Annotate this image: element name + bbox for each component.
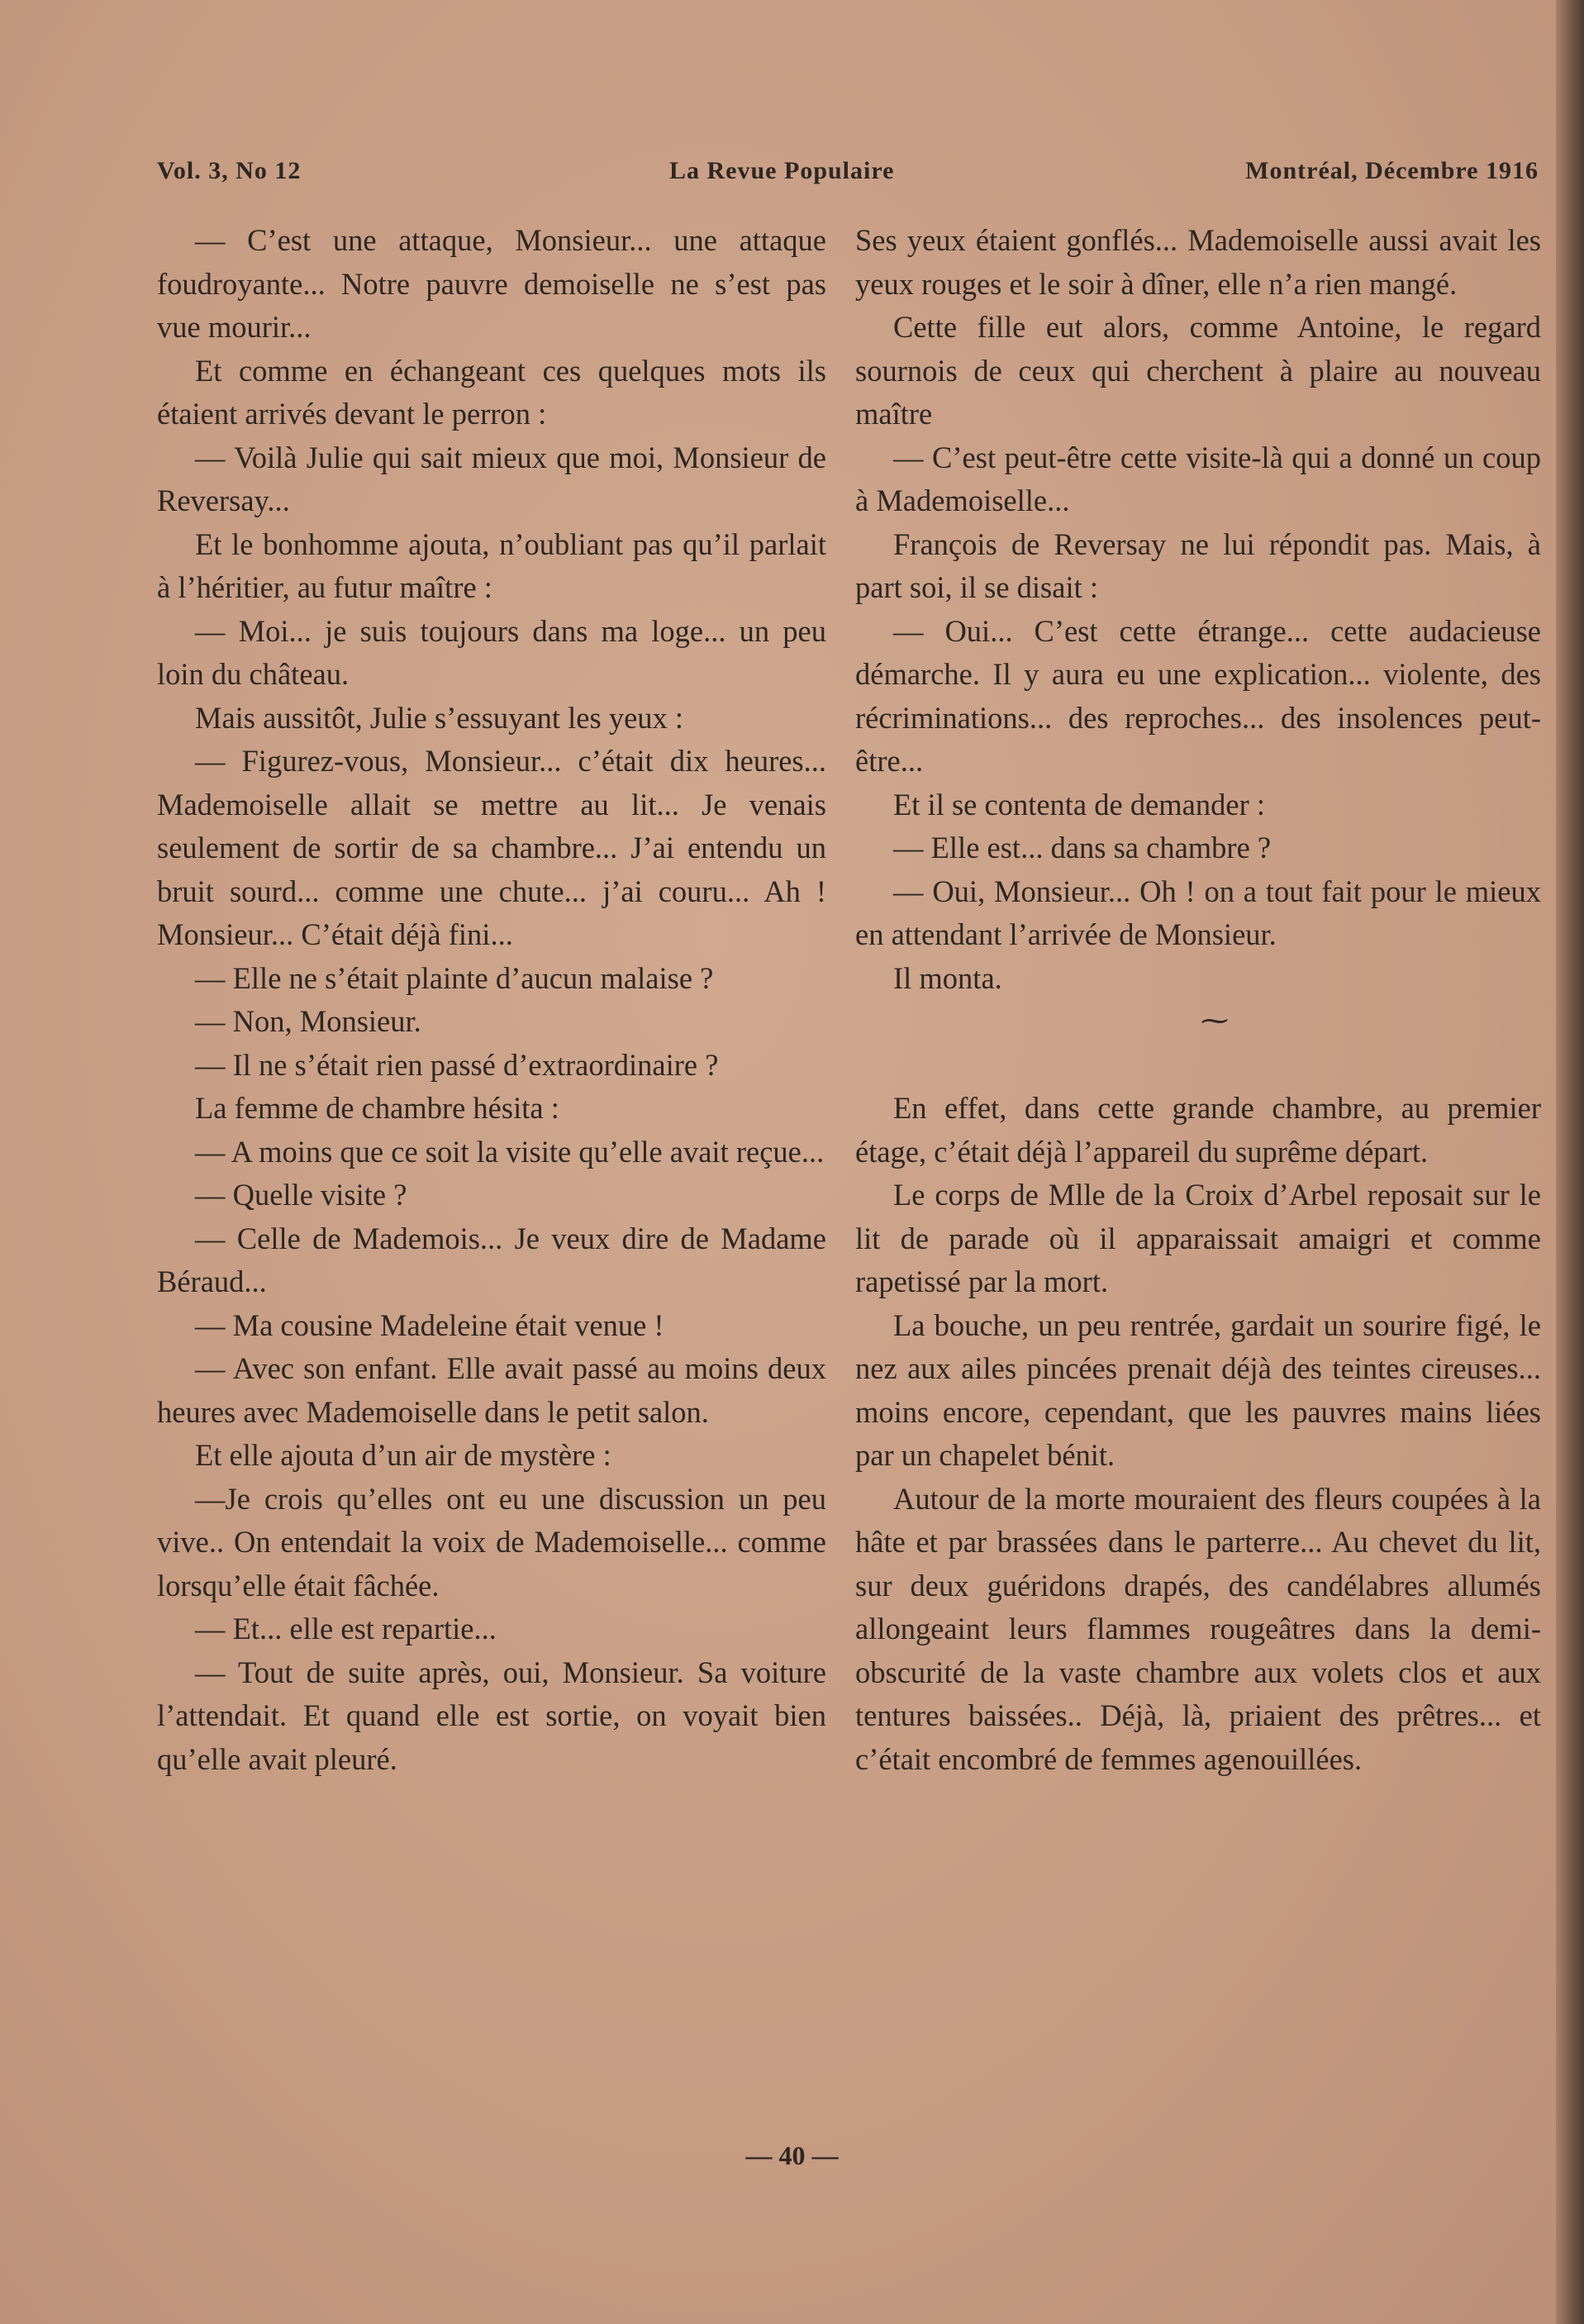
paragraph: — Quelle visite ? xyxy=(195,1178,407,1212)
section-break-space xyxy=(855,1044,1541,1088)
paragraph: François de Reversay ne lui répondit pas. Mais, à part soi, il se disait : xyxy=(855,526,1541,604)
paragraph: — C’est une attaque, Monsieur... une attaque foudroyante... Notre pauvre demoiselle ne s’est pas vue mourir... xyxy=(157,223,826,344)
paragraph: — Elle ne s’était plainte d’aucun malaise ? xyxy=(195,960,714,995)
paragraph: — Celle de Mademois... Je veux dire de Madame Béraud... xyxy=(157,1221,826,1298)
paragraph: — A moins que ce soit la visite qu’elle avait reçue... xyxy=(195,1134,825,1169)
paragraph: La femme de chambre hésita : xyxy=(195,1091,559,1125)
paragraph: — Figurez-vous, Monsieur... c’était dix heures... Mademoiselle allait se mettre au lit... Je venais seulement de sortir de sa chambre... J’ai entendu un bruit sourd... comme une chute... j’ai couru... Ah ! Monsieur... C’était déjà fini... xyxy=(157,744,826,951)
paragraph: Ses yeux étaient gonflés... Mademoiselle aussi avait les yeux rouges et le soir à dîner, elle n’a rien mangé. xyxy=(855,223,1541,301)
paragraph: — Moi... je suis toujours dans ma loge... un peu loin du château. xyxy=(157,613,826,691)
magazine-title: La Revue Populaire xyxy=(669,157,895,184)
paragraph: Et le bonhomme ajouta, n’oubliant pas qu’il parlait à l’héritier, au futur maître : xyxy=(157,526,826,604)
paragraph: —Je crois qu’elles ont eu une discussion un peu vive.. On entendait la voix de Mademoiselle... comme lorsqu’elle était fâchée. xyxy=(157,1481,826,1603)
paragraph: — C’est peut-être cette visite-là qui a donné un coup à Mademoiselle... xyxy=(855,440,1541,517)
paragraph: La bouche, un peu rentrée, gardait un sourire figé, le nez aux ailes pincées prenait déjà des teintes cireuses... moins encore, cependant, que les pauvres mains liées par un chapelet bénit. xyxy=(855,1307,1541,1472)
left-column xyxy=(157,219,826,1781)
paragraph: Autour de la morte mouraient des fleurs coupées à la hâte et par brassées dans le parterre... Au chevet du lit, sur deux guéridons drapés, des candélabres allumés allongeaint leurs flammes rougeâtres dans la demi-obscurité de la vaste chambre aux volets clos et aux tentures baissées.. Déjà, là, priaient des prêtres... et c’était encombré de femmes agenouillées. xyxy=(855,1481,1541,1776)
paragraph: En effet, dans cette grande chambre, au premier étage, c’était déjà l’appareil du suprême départ. xyxy=(855,1091,1541,1169)
paragraph: Et comme en échangeant ces quelques mots ils étaient arrivés devant le perron : xyxy=(157,353,826,431)
volume-number: Vol. 3, No 12 xyxy=(157,157,302,184)
paragraph: Et il se contenta de demander : xyxy=(893,787,1265,821)
paragraph: — Tout de suite après, oui, Monsieur. Sa voiture l’attendait. Et quand elle est sortie, on voyait bien qu’elle avait pleuré. xyxy=(157,1655,826,1776)
page-binding-edge xyxy=(1556,0,1584,2324)
paragraph: — Et... elle est repartie... xyxy=(195,1612,497,1645)
paragraph: — Elle est... dans sa chambre ? xyxy=(893,831,1272,864)
paragraph: — Avec son enfant. Elle avait passé au moins deux heures avec Mademoiselle dans le petit salon. xyxy=(157,1351,826,1429)
paragraph: Et elle ajouta d’un air de mystère : xyxy=(195,1438,611,1472)
paragraph: — Il ne s’était rien passé d’extraordinaire ? xyxy=(195,1047,719,1082)
place-date: Montréal, Décembre 1916 xyxy=(1245,157,1539,184)
section-ornament: ⁓ xyxy=(1201,1006,1229,1036)
paragraph: Mais aussitôt, Julie s’essuyant les yeux : xyxy=(195,700,684,735)
paragraph: — Non, Monsieur. xyxy=(195,1004,421,1038)
paragraph: — Voilà Julie qui sait mieux que moi, Monsieur de Reversay... xyxy=(157,440,826,517)
running-header xyxy=(157,157,1539,190)
paragraph: — Ma cousine Madeleine était venue ! xyxy=(195,1307,664,1342)
right-column xyxy=(855,219,1541,1781)
page-number: — 40 — xyxy=(745,2141,839,2170)
paragraph: Il monta. xyxy=(893,960,1002,995)
paragraph: Cette fille eut alors, comme Antoine, le regard sournois de ceux qui cherchent à plaire au nouveau maître xyxy=(855,310,1541,431)
paragraph: — Oui... C’est cette étrange... cette audacieuse démarche. Il y aura eu une explication... violente, des récriminations... des reproches... des insolences peut-être... xyxy=(855,613,1541,778)
paragraph: — Oui, Monsieur... Oh ! on a tout fait pour le mieux en attendant l’arrivée de Monsieur. xyxy=(855,874,1541,951)
paragraph: Le corps de Mlle de la Croix d’Arbel reposait sur le lit de parade où il apparaissait amaigri et comme rapetissé par la mort. xyxy=(855,1178,1541,1298)
